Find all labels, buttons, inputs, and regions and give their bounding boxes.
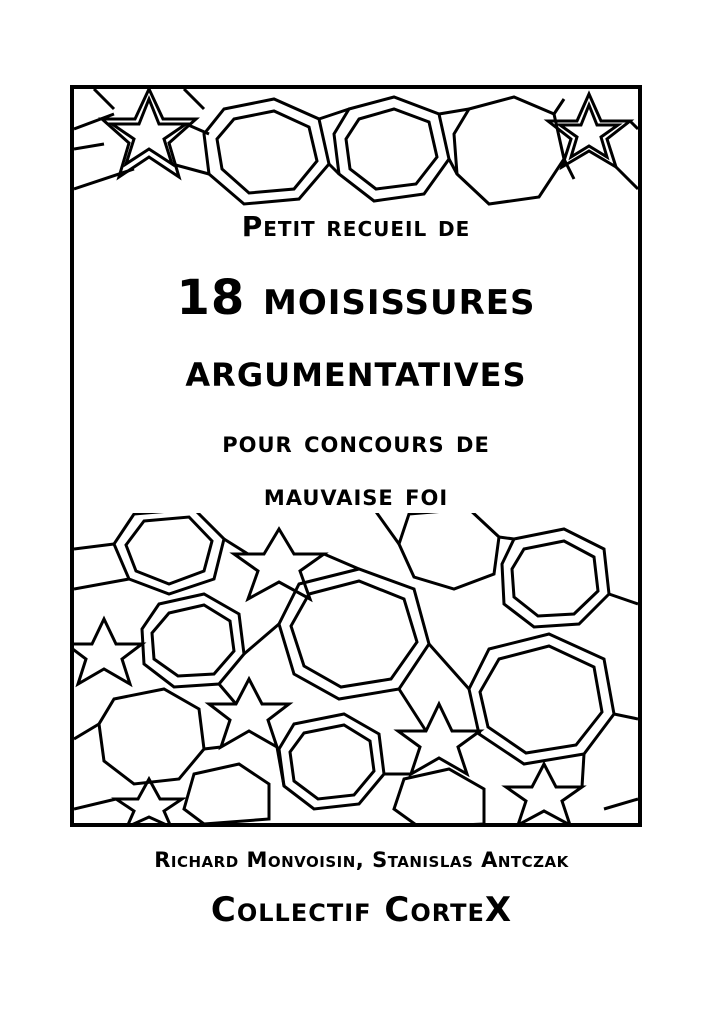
star-shape [74,619,142,684]
geometric-pattern-top-graphic [74,89,638,214]
star-shape [506,764,582,825]
octagon-shape [512,541,598,616]
star-shape [112,99,186,164]
octagon-shape [334,97,449,201]
title-line-1: Petit recueil de [241,210,471,243]
octagon-shape [454,97,564,204]
collective-name: Collectif CorteX [210,890,513,930]
octagon-shape [126,517,212,584]
geometric-pattern-bottom [74,509,638,827]
octagon-shape [279,569,429,699]
octagon-shape [114,509,224,594]
octagon-shape [480,646,602,753]
geometric-pattern-bottom-graphic [74,509,638,827]
authors-line: Richard Monvoisin, Stanislas Antczak [154,848,569,872]
star-shape [209,679,289,747]
cover-illustration-frame [70,85,642,827]
octagon-shape [204,99,329,204]
octagon-shape [99,689,204,784]
star-shape [116,779,182,827]
octagon-shape [346,109,437,189]
octagon-shape [152,605,234,676]
title-line-4: pour concours de [222,425,490,460]
octagon-shape [469,634,614,764]
octagon-shape [290,725,374,799]
title-line-2: 18 moisissures [176,270,536,326]
title-line-3: argumentatives [185,344,527,397]
octagon-shape [394,769,484,827]
title-line-5: mauvaise foi [263,478,449,513]
geometric-pattern-top [74,89,638,214]
title-panel [74,210,638,513]
star-shape [398,704,480,774]
octagon-shape [217,111,317,193]
octagon-shape [184,764,269,824]
star-shape [234,529,324,599]
octagon-shape [399,509,499,589]
